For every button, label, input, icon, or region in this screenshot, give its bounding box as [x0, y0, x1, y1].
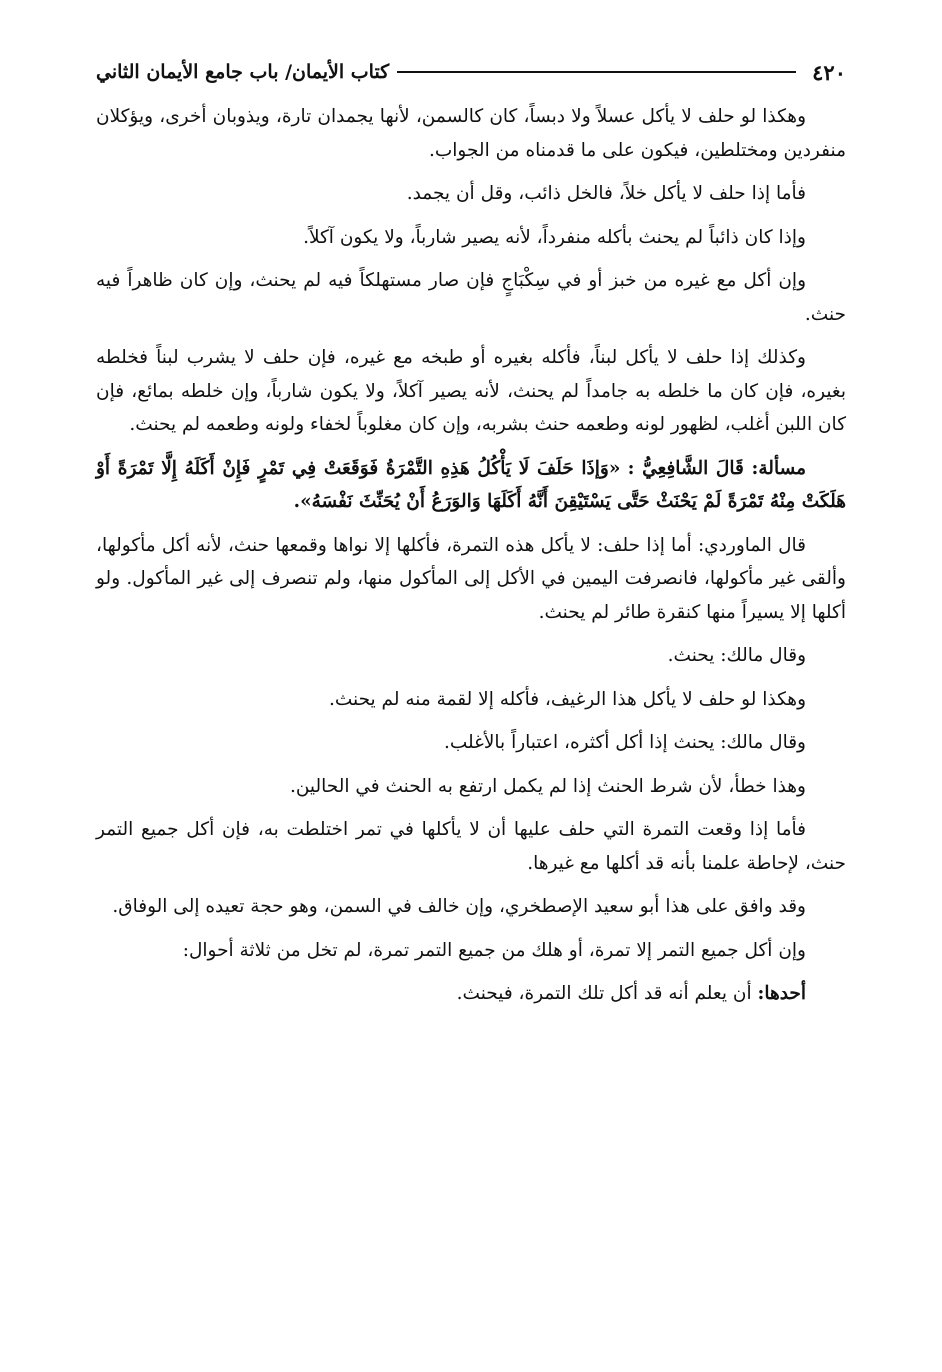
- paragraph: وقال مالك: يحنث.: [667, 645, 806, 666]
- paragraph: وإذا كان ذائباً لم يحنث بأكله منفرداً، لأنه يصير شارباً، ولا يكون آكلاً.: [303, 226, 806, 248]
- paragraph: قال الماوردي: أما إذا حلف: لا يأكل هذه التمرة، فأكلها إلا نواها وقمعها حنث، لأنه أكل مأكولها، وألقى غير مأكولها، فانصرفت اليمين في الأكل إلى المأكول منها، ولم تنصرف إلى غير المأكول. ولو أكلها إلا يسيراً منها كنقرة طائر لم يحنث.: [96, 534, 846, 623]
- matn-label: مسألة: قَالَ الشَّافِعِيُّ :: [627, 457, 806, 479]
- case-label: أحدها:: [757, 983, 806, 1004]
- paragraph: فأما إذا حلف لا يأكل خلاً، فالخل ذائب، وقل أن يجمد.: [406, 183, 806, 204]
- paragraph: وهكذا لو حلف لا يأكل هذا الرغيف، فأكله إلا لقمة منه لم يحنث.: [328, 688, 806, 710]
- matn-quote: «وَإذَا حَلَفَ لَا يَأْكُلُ هَذِهِ التَّمْرَةُ فَوَقَعَتْ فِي تَمْرٍ فَإِنْ أَكَلَهُ إِلَّا تَمْرَةً أَوْ هَلَكَتْ مِنْهُ تَمْرَةً لَمْ يَحْنَثْ حَتَّى يَسْتَيْقِنَ أَنَّهُ أَكَلَهَا وَالوَرَعُ أَنْ يُحَنِّثَ نَفْسَهُ».: [96, 457, 846, 512]
- paragraph: وهذا خطأ، لأن شرط الحنث إذا لم يكمل ارتفع به الحنث في الحالين.: [289, 775, 806, 797]
- paragraph: وقال مالك: يحنث إذا أكل أكثره، اعتباراً بالأغلب.: [444, 732, 806, 753]
- paragraph: وهكذا لو حلف لا يأكل عسلاً ولا دبساً، كان كالسمن، لأنها يجمدان تارة، ويذوبان أخرى، ويؤكلان منفردين ومختلطين، فيكون على ما قدمناه من الجواب.: [96, 106, 846, 161]
- paragraph: وإن أكل مع غيره من خبز أو في سِكْبَاجٍ فإن صار مستهلكاً فيه لم يحنث، وإن كان ظاهراً فيه حنث.: [96, 270, 846, 325]
- last-paragraph: [96, 977, 846, 1011]
- matn-paragraph: [96, 452, 846, 519]
- case-text: أن يعلم أنه قد أكل تلك التمرة، فيحنث.: [456, 983, 752, 1004]
- paragraph: وقد وافق على هذا أبو سعيد الإصطخري، وإن خالف في السمن، وهو حجة تعيده إلى الوفاق.: [112, 896, 806, 917]
- running-title: كتاب الأيمان/ باب جامع الأيمان الثاني: [96, 61, 390, 83]
- paragraph: فأما إذا وقعت التمرة التي حلف عليها أن لا يأكلها في تمر اختلطت به، فإن أكل جميع التمر حنث، لإحاطة علمنا بأنه قد أكلها مع غيرها.: [96, 819, 846, 874]
- paragraph: وكذلك إذا حلف لا يأكل لبناً، فأكله بغيره أو طبخه مع غيره، فإن حلف لا يشرب لبناً فخلطه بغيره، فإن كان ما خلطه به جامداً لم يحنث، لأنه يصير آكلاً، ولا يكون شارباً، وإن خلطه بمائع، فإن كان اللبن أغلب، لظهور لونه وطعمه حنث بشربه، وإن كان مغلوباً لخفاء ولونه وطعمه لم يحنث.: [96, 347, 846, 435]
- page-header: [96, 52, 846, 92]
- page-number: ٤٢٠: [812, 59, 846, 85]
- paragraph: وإن أكل جميع التمر إلا تمرة، أو هلك من جميع التمر تمرة، لم تخل من ثلاثة أحوال:: [182, 939, 806, 961]
- page-body: [96, 100, 846, 1021]
- header-rule: [397, 71, 796, 73]
